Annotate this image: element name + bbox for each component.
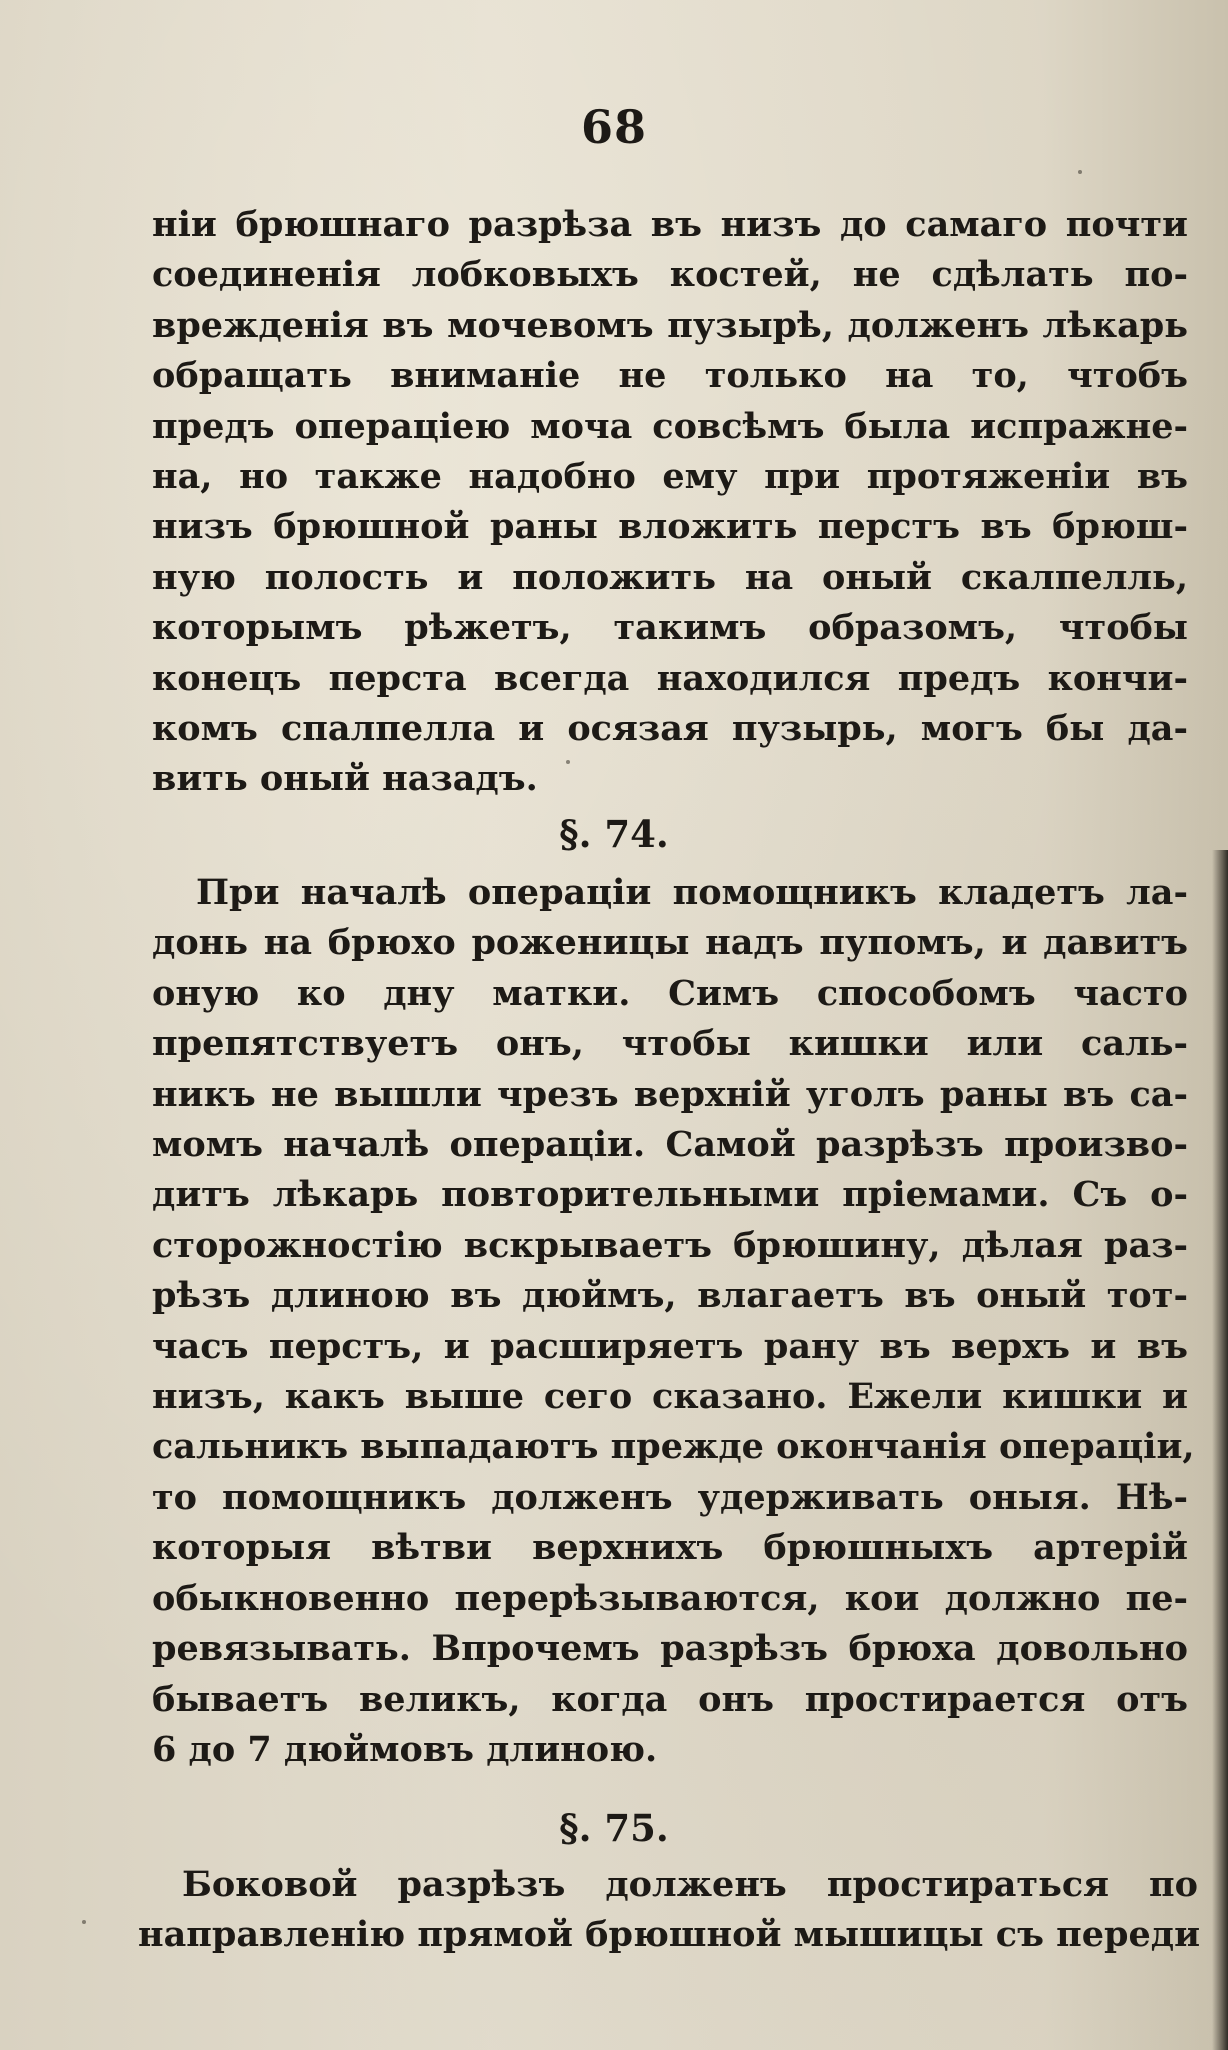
text-line: бываетъ великъ, когда онъ простирается отъ <box>152 1678 1188 1720</box>
text-line: то помощникъ долженъ удерживать оныя. Нѣ- <box>152 1476 1188 1518</box>
text-line: ревязывать. Впрочемъ разрѣзъ брюха довольно <box>152 1628 1188 1670</box>
text-line: направленiю прямой брюшной мышицы съ переди <box>138 1914 1201 1956</box>
paragraph-section-74 <box>152 868 1195 1775</box>
text-line: которыя вѣтви верхнихъ брюшныхъ артерiй <box>152 1527 1188 1569</box>
text-line: донь на брюхо роженицы надъ пупомъ, и давитъ <box>152 922 1188 964</box>
text-line: 6 до 7 дюймовъ длиною. <box>152 1728 658 1770</box>
paper-speck <box>82 1920 86 1924</box>
text-line: комъ спалпелла и осязая пузырь, могъ бы да- <box>152 708 1188 750</box>
text-line: конецъ перста всегда находился предъ кончи- <box>152 657 1188 699</box>
text-line: При началѣ операцiи помощникъ кладетъ ла- <box>196 872 1188 913</box>
text-line: оную ко дну матки. Симъ способомъ часто <box>152 972 1188 1014</box>
text-line: сторожностiю вскрываетъ брюшину, дѣлая раз- <box>152 1224 1188 1266</box>
text-line: рѣзъ длиною въ дюймъ, влагаетъ въ оный тот- <box>152 1275 1188 1317</box>
section-heading-75: §. 75. <box>559 1806 669 1850</box>
paper-speck <box>566 760 570 764</box>
text-line: соединенiя лобковыхъ костей, не сдѣлать по- <box>152 254 1188 296</box>
text-line: дитъ лѣкарь повторительными прiемами. Съ о- <box>152 1174 1188 1216</box>
page-number: 68 <box>580 100 647 154</box>
text-line: низъ брюшной раны вложить перстъ въ брюш- <box>152 506 1188 548</box>
text-line: никъ не вышли чрезъ верхнiй уголъ раны въ са- <box>152 1073 1188 1115</box>
text-line: которымъ рѣжетъ, такимъ образомъ, чтобы <box>152 607 1188 649</box>
paragraph-section-75 <box>138 1860 1201 1961</box>
text-line: нiи брюшнаго разрѣза въ низъ до самаго почти <box>152 204 1188 245</box>
text-line: обращать вниманiе не только на то, чтобъ <box>152 355 1188 397</box>
text-line: на, но также надобно ему при протяженiи въ <box>152 456 1188 498</box>
text-line: часъ перстъ, и расширяетъ рану въ верхъ и въ <box>152 1325 1188 1367</box>
paper-speck <box>1078 170 1082 174</box>
text-line: ную полость и положить на оный скалпелль, <box>152 556 1188 598</box>
paragraph-continued <box>152 200 1188 805</box>
page-edge-shadow <box>1212 850 1228 2050</box>
text-line: вить оный назадъ. <box>152 758 538 800</box>
text-line: сальникъ выпадаютъ прежде окончанiя операцiи, <box>152 1426 1195 1468</box>
text-line: обыкновенно перерѣзываются, кои должно пе- <box>152 1577 1188 1619</box>
text-line: низъ, какъ выше сего сказано. Ежели кишки и <box>152 1376 1188 1418</box>
section-heading-74: §. 74. <box>559 812 669 856</box>
text-line: момъ началѣ операцiи. Самой разрѣзъ произво- <box>152 1124 1188 1166</box>
text-line: предъ операцiею моча совсѣмъ была испражне- <box>152 405 1188 447</box>
text-line: врежденiя въ мочевомъ пузырѣ, долженъ лѣкарь <box>152 304 1188 346</box>
text-line: препятствуетъ онъ, чтобы кишки или саль- <box>152 1023 1188 1065</box>
text-line: Боковой разрѣзъ долженъ простираться по <box>182 1864 1198 1905</box>
